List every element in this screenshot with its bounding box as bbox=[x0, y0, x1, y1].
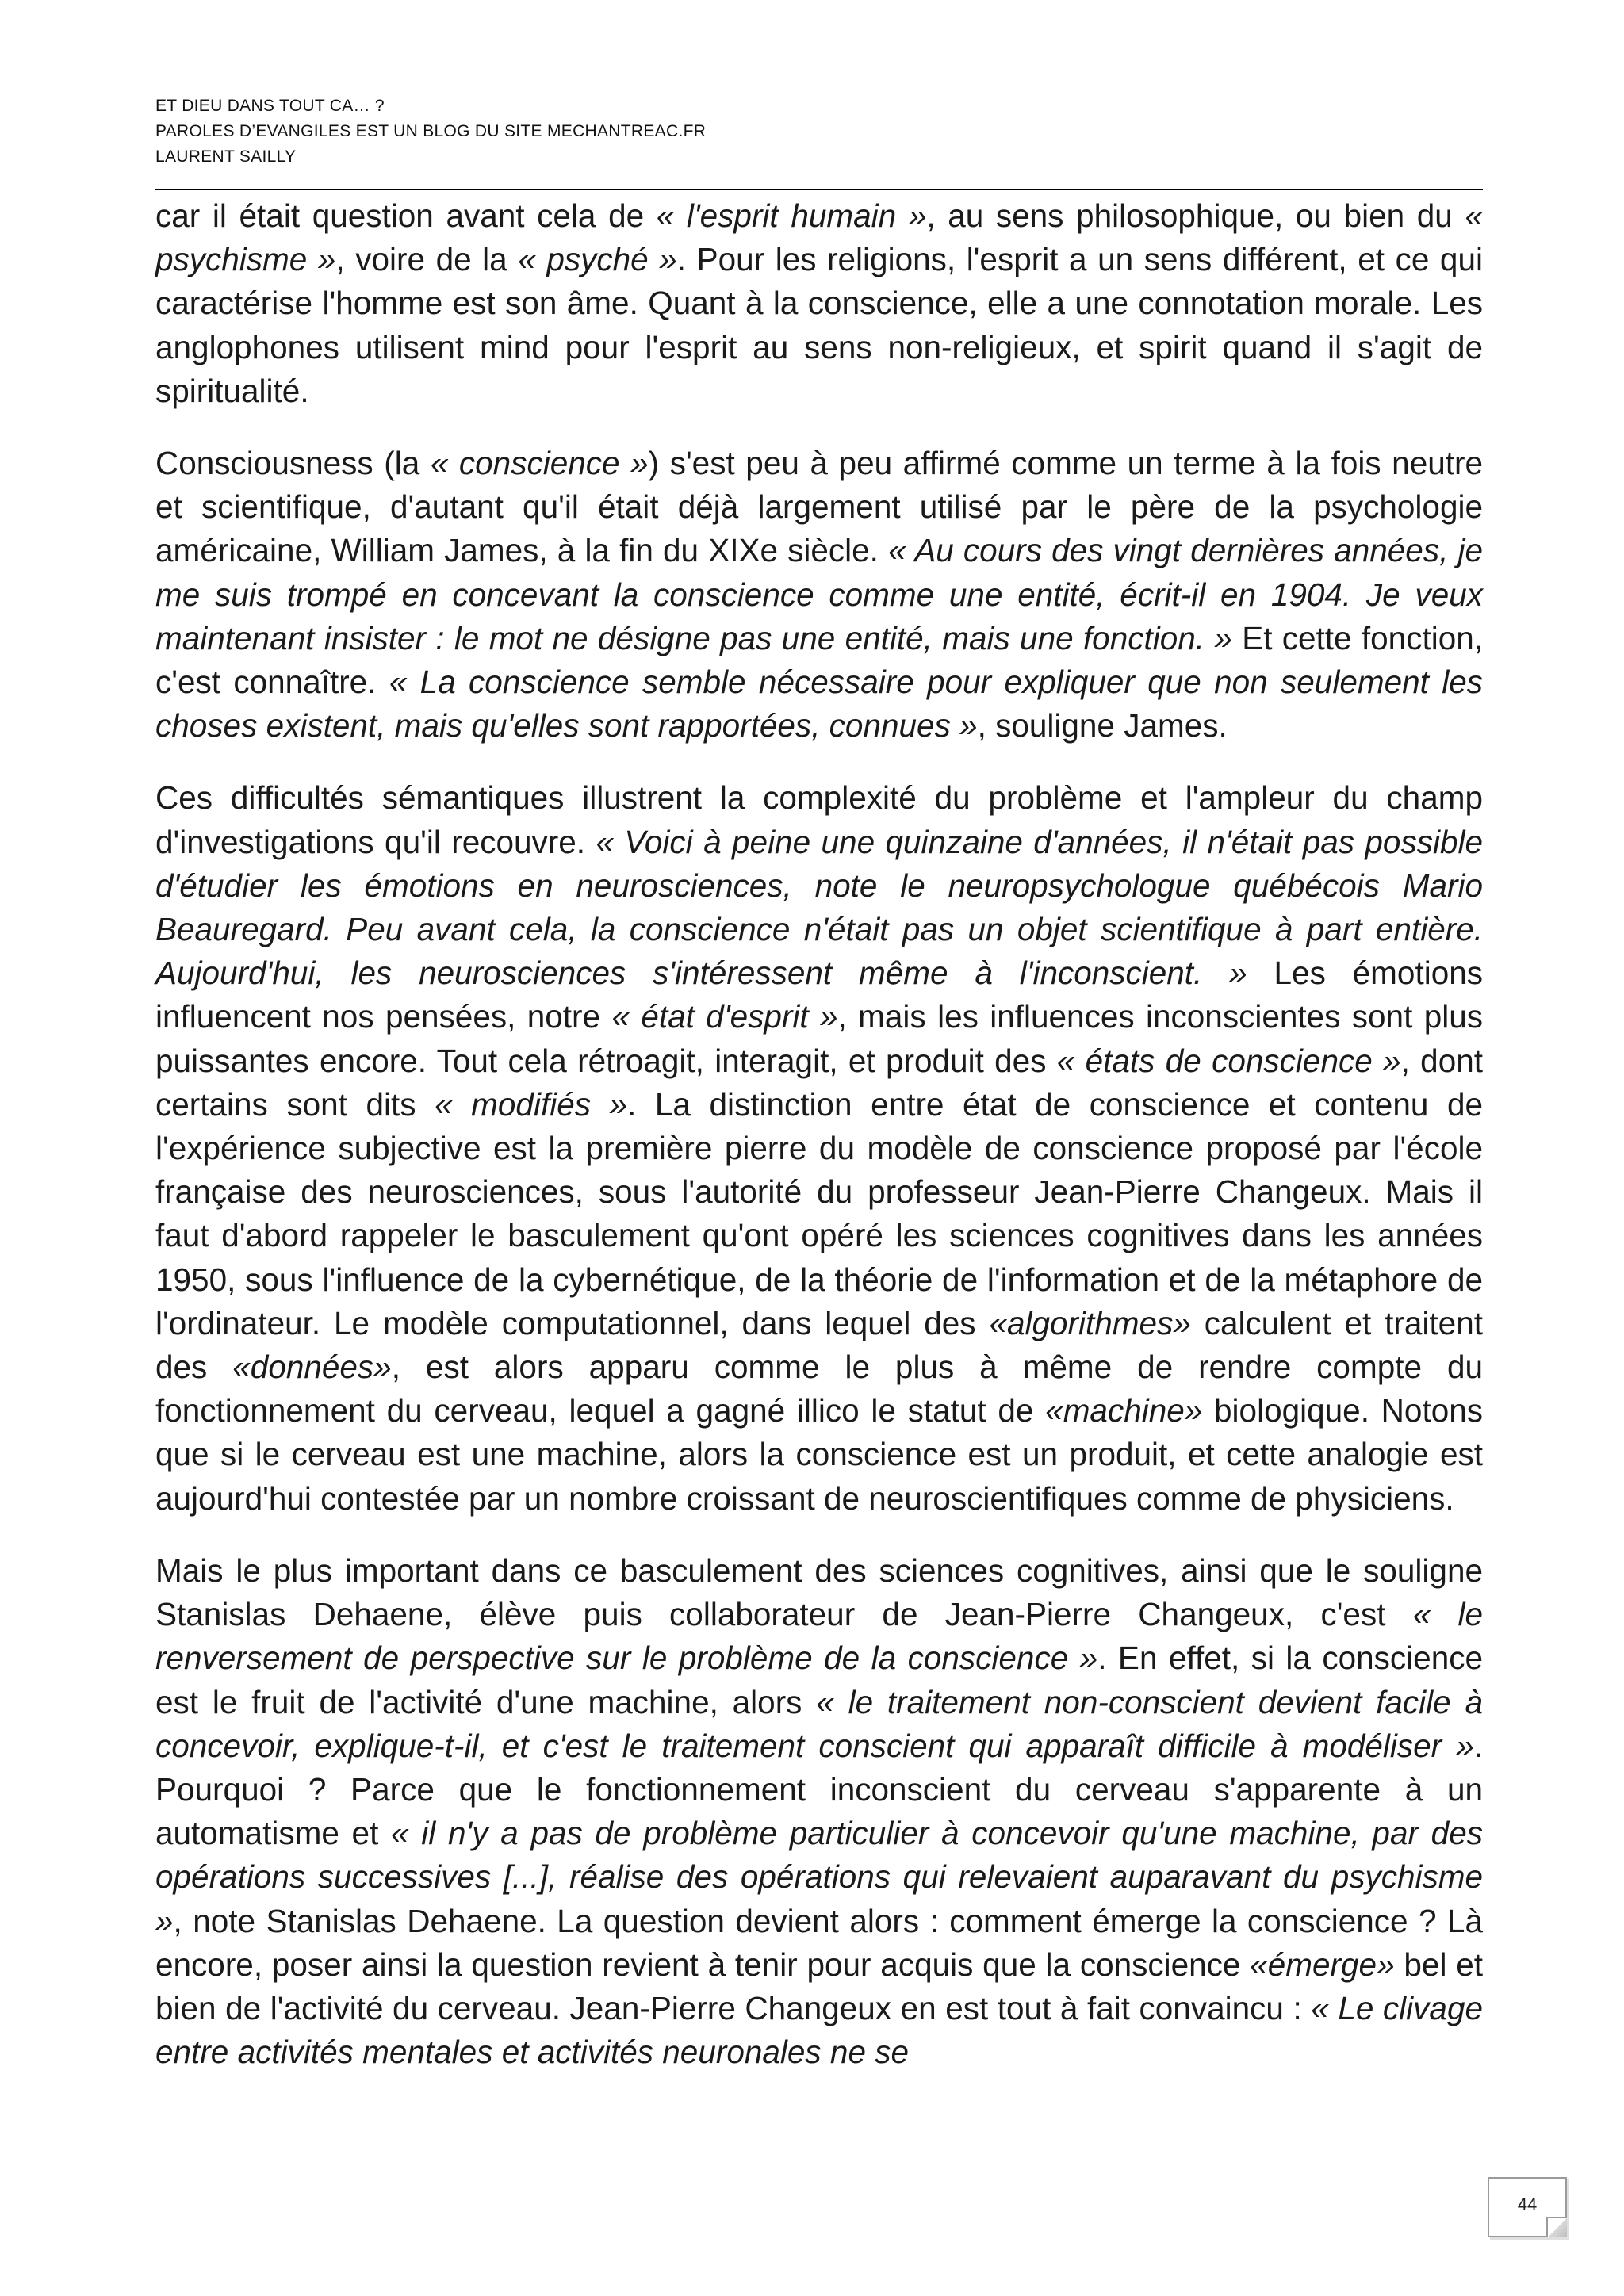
header-blog-line: PAROLES D’EVANGILES EST UN BLOG DU SITE MECHANTREAC.FR bbox=[155, 122, 707, 140]
quote-text: « états de conscience » bbox=[1056, 1042, 1401, 1079]
text-run: , est alors apparu comme le plus à même de rendre compte du fonctionnement du cerveau, lequel a gagné illico le statut de bbox=[155, 1349, 1483, 1429]
text-run: Consciousness (la bbox=[155, 445, 431, 482]
header-title: ET DIEU DANS TOUT CA… ? bbox=[155, 97, 385, 115]
quote-text: « Au cours des vingt dernières années, je me suis trompé en concevant la conscience comme une entité, écrit-il en 1904. Je veux maintenant insister : le mot ne désigne pas une entité, mais une fonction. » bbox=[155, 532, 1483, 656]
quote-text: «données» bbox=[232, 1349, 392, 1386]
text-run: Ces difficultés sémantiques illustrent la complexité du problème et l'ampleur du champ d'investigations qu'il recouvre. bbox=[155, 779, 1483, 860]
text-run: , note Stanislas Dehaene. La question devient alors : comment émerge la conscience ? Là encore, poser ainsi la question revient à tenir pour acquis que la conscience bbox=[155, 1902, 1483, 1983]
text-run: . Pourquoi ? Parce que le fonctionnement inconscient du cerveau s'apparente à un automatisme et bbox=[155, 1727, 1483, 1852]
page-number-badge bbox=[1488, 2177, 1567, 2237]
text-run: , au sens philosophique, ou bien du bbox=[926, 197, 1465, 234]
quote-text: « modifiés » bbox=[435, 1085, 628, 1123]
quote-text: « état d'esprit » bbox=[611, 998, 838, 1035]
paragraph bbox=[155, 442, 1483, 748]
paragraph bbox=[155, 776, 1483, 1520]
text-run: ) s'est peu à peu affirmé comme un terme à la fois neutre et scientifique, d'autant qu'il était déjà largement utilisé par le père de la psychologie américaine, William James, à la fin du XIXe siècle. bbox=[155, 445, 1484, 569]
quote-text: « l'esprit humain » bbox=[656, 197, 927, 234]
paragraph bbox=[155, 194, 1483, 413]
quote-text: « il n'y a pas de problème particulier à concevoir qu'une machine, par des opérations successives [...], réalise des opérations qui relevaient auparavant du psychisme » bbox=[155, 1815, 1483, 1939]
quote-text: «émerge» bbox=[1250, 1946, 1395, 1983]
article-body bbox=[155, 194, 1483, 2074]
quote-text: « conscience » bbox=[430, 445, 649, 482]
text-run: . Pour les religions, l'esprit a un sens différent, et ce qui caractérise l'homme est son âme. Quant à la conscience, elle a une connotation morale. Les anglophones utilisent mind pour l'esprit au sens non-religieux, et spirit quand il s'agit de spiritualité. bbox=[155, 241, 1483, 409]
quote-text: « La conscience semble nécessaire pour expliquer que non seulement les choses existent, mais qu'elles sont rapportées, connues » bbox=[155, 664, 1483, 744]
header-author: LAURENT SAILLY bbox=[155, 147, 297, 166]
text-run: Les émotions influencent nos pensées, notre bbox=[155, 955, 1483, 1035]
text-run: bel et bien de l'activité du cerveau. Jean-Pierre Changeux en est tout à fait convaincu : bbox=[155, 1946, 1483, 2026]
paragraph bbox=[155, 1549, 1483, 2074]
text-run: . La distinction entre état de conscience et contenu de l'expérience subjective est la première pierre du modèle de conscience proposé par l'école française des neurosciences, sous l'autorité du professeur Jean-Pierre Changeux. Mais il faut d'abord rappeler le basculement qu'ont opéré les sciences cognitives dans les années 1950, sous l'influence de la cybernétique, de la théorie de l'information et de la métaphore de l'ordinateur. Le modèle computationnel, dans lequel des bbox=[155, 1085, 1483, 1341]
quote-text: « psychisme » bbox=[155, 197, 1483, 278]
text-run: , mais les influences inconscientes sont plus puissantes encore. Tout cela rétroagit, interagit, et produit des bbox=[155, 998, 1484, 1079]
running-header bbox=[155, 94, 1483, 170]
quote-text: « psyché » bbox=[518, 241, 677, 278]
page-number: 44 bbox=[1517, 2195, 1538, 2214]
quote-text: « Le clivage entre activités mentales et activités neuronales ne se bbox=[155, 1989, 1483, 2071]
text-run: , souligne James. bbox=[977, 707, 1228, 744]
text-run: . En effet, si la conscience est le fruit de l'activité d'une machine, alors bbox=[155, 1640, 1484, 1720]
text-run: Et cette fonction, c'est connaître. bbox=[155, 619, 1483, 701]
quote-text: « Voici à peine une quinzaine d'années, il n'était pas possible d'étudier les émotions en neurosciences, note le neuropsychologue québécois Mario Beauregard. Peu avant cela, la conscience n'était pas un objet scientifique à part entière. Aujourd'hui, les neurosciences s'intéressent même à l'inconscient. » bbox=[155, 823, 1483, 992]
text-run: biologique. Notons que si le cerveau est une machine, alors la conscience est un produit, et cette analogie est aujourd'hui contestée par un nombre croissant de neuroscientifiques comme de physiciens. bbox=[155, 1392, 1483, 1517]
text-run: , voire de la bbox=[335, 241, 519, 278]
text-run: car il était question avant cela de bbox=[155, 197, 657, 234]
header-divider bbox=[155, 189, 1483, 190]
quote-text: « le renversement de perspective sur le problème de la conscience » bbox=[155, 1596, 1483, 1677]
page-curl-icon bbox=[1546, 2217, 1567, 2237]
quote-text: «machine» bbox=[1045, 1392, 1203, 1429]
text-run: , dont certains sont dits bbox=[155, 1042, 1483, 1123]
text-run: Mais le plus important dans ce basculement des sciences cognitives, ainsi que le souligne Stanislas Dehaene, élève puis collaborateur de Jean-Pierre Changeux, c'est bbox=[155, 1552, 1483, 1633]
quote-text: «algorithmes» bbox=[989, 1304, 1191, 1341]
quote-text: « le traitement non-conscient devient facile à concevoir, explique-t-il, et c'est le traitement conscient qui apparaît difficile à modéliser » bbox=[155, 1683, 1483, 1764]
text-run: calculent et traitent des bbox=[155, 1304, 1483, 1386]
